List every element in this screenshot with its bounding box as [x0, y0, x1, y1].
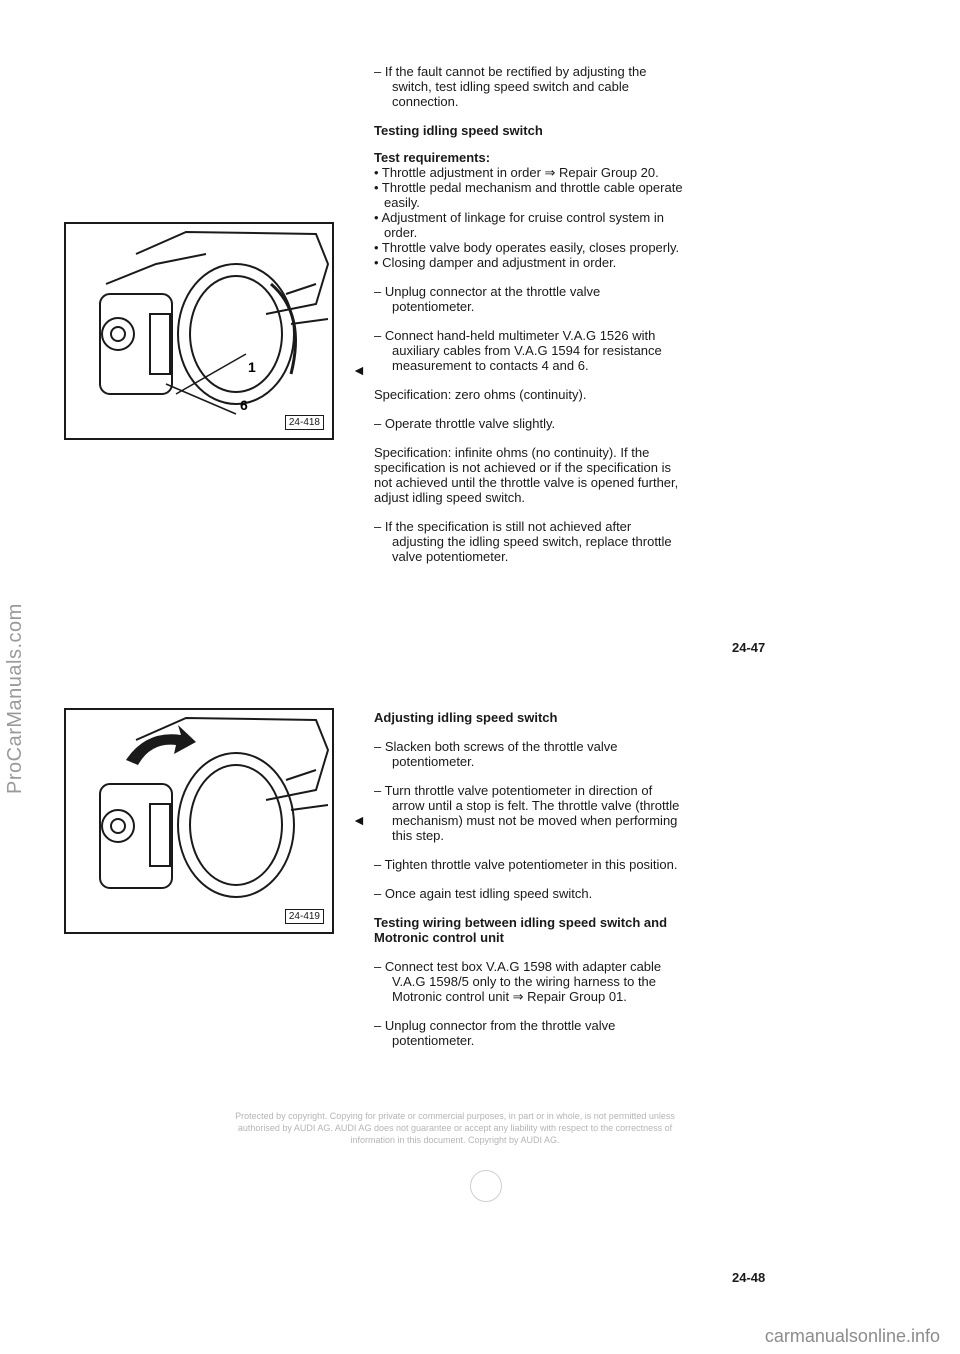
callout-1: 1: [248, 359, 256, 375]
step-item: – Unplug connector from the throttle valve potentiometer.: [374, 1018, 616, 1048]
figure-throttle-body-2: [64, 708, 334, 934]
page-number: 24-47: [732, 640, 766, 655]
section-2: [374, 710, 686, 1048]
figure-label: 24-418: [285, 415, 324, 430]
specification: Specification: infinite ohms (no continuity). If the specification is not achieved or if the specification is not achieved until the throttle valve is opened further, adjust idling speed switch.: [374, 445, 679, 505]
reference-arrow-icon: ◄: [352, 362, 366, 378]
section-heading: Testing wiring between idling speed switch and Motronic control unit: [374, 915, 668, 945]
throttle-body-illustration: [66, 710, 332, 932]
logo-icon: [470, 1170, 502, 1202]
page-number: 24-48: [732, 1270, 766, 1285]
step-item: – Tighten throttle valve potentiometer in this position.: [374, 857, 678, 872]
requirement-item: • Throttle adjustment in order ⇒ Repair Group 20.: [374, 165, 659, 180]
specification: Specification: zero ohms (continuity).: [374, 387, 587, 402]
step-item: – If the specification is still not achieved after adjusting the idling speed switch, replace throttle valve potentiometer.: [374, 519, 672, 564]
requirement-item: • Adjustment of linkage for cruise control system in order.: [374, 210, 664, 240]
throttle-body-illustration: [66, 224, 332, 438]
step-item: – Connect hand-held multimeter V.A.G 1526 with auxiliary cables from V.A.G 1594 for resistance measurement to contacts 4 and 6.: [374, 328, 662, 373]
side-watermark: ProCarManuals.com: [4, 603, 26, 794]
requirement-item: • Closing damper and adjustment in order.: [374, 255, 617, 270]
step-item: – Once again test idling speed switch.: [374, 886, 593, 901]
figure-throttle-body-1: [64, 222, 334, 440]
requirement-item: • Throttle pedal mechanism and throttle cable operate easily.: [374, 180, 683, 210]
rotation-arrow-icon: [126, 725, 196, 765]
section-heading: Adjusting idling speed switch: [374, 710, 558, 725]
step-item: – Slacken both screws of the throttle valve potentiometer.: [374, 739, 618, 769]
requirement-item: • Throttle valve body operates easily, closes properly.: [374, 240, 680, 255]
requirements-heading: Test requirements:: [374, 150, 491, 165]
callout-6: 6: [240, 397, 248, 413]
step-item: – Operate throttle valve slightly.: [374, 416, 556, 431]
step-item: – Connect test box V.A.G 1598 with adapter cable V.A.G 1598/5 only to the wiring harness to the Motronic control unit ⇒ Repair Group 01.: [374, 959, 662, 1004]
reference-arrow-icon: ◄: [352, 812, 366, 828]
step-item: – Turn throttle valve potentiometer in direction of arrow until a stop is felt. The throttle valve (throttle mechanism) must not be moved when performing this step.: [374, 783, 680, 843]
section-1: [374, 64, 686, 564]
section-heading: Testing idling speed switch: [374, 123, 543, 138]
copyright-notice: Protected by copyright. Copying for private or commercial purposes, in part or in whole, is not permitted unless authorised by AUDI AG. AUDI AG does not guarantee or accept any liability with respect to the correctness of information in this document. Copyright by AUDI AG.: [235, 1111, 675, 1145]
figure-label: 24-419: [285, 909, 324, 924]
step-item: – Unplug connector at the throttle valve potentiometer.: [374, 284, 601, 314]
footer-url: carmanualsonline.info: [764, 1326, 940, 1346]
intro-step: – If the fault cannot be rectified by adjusting the switch, test idling speed switch and cable connection.: [374, 64, 647, 109]
